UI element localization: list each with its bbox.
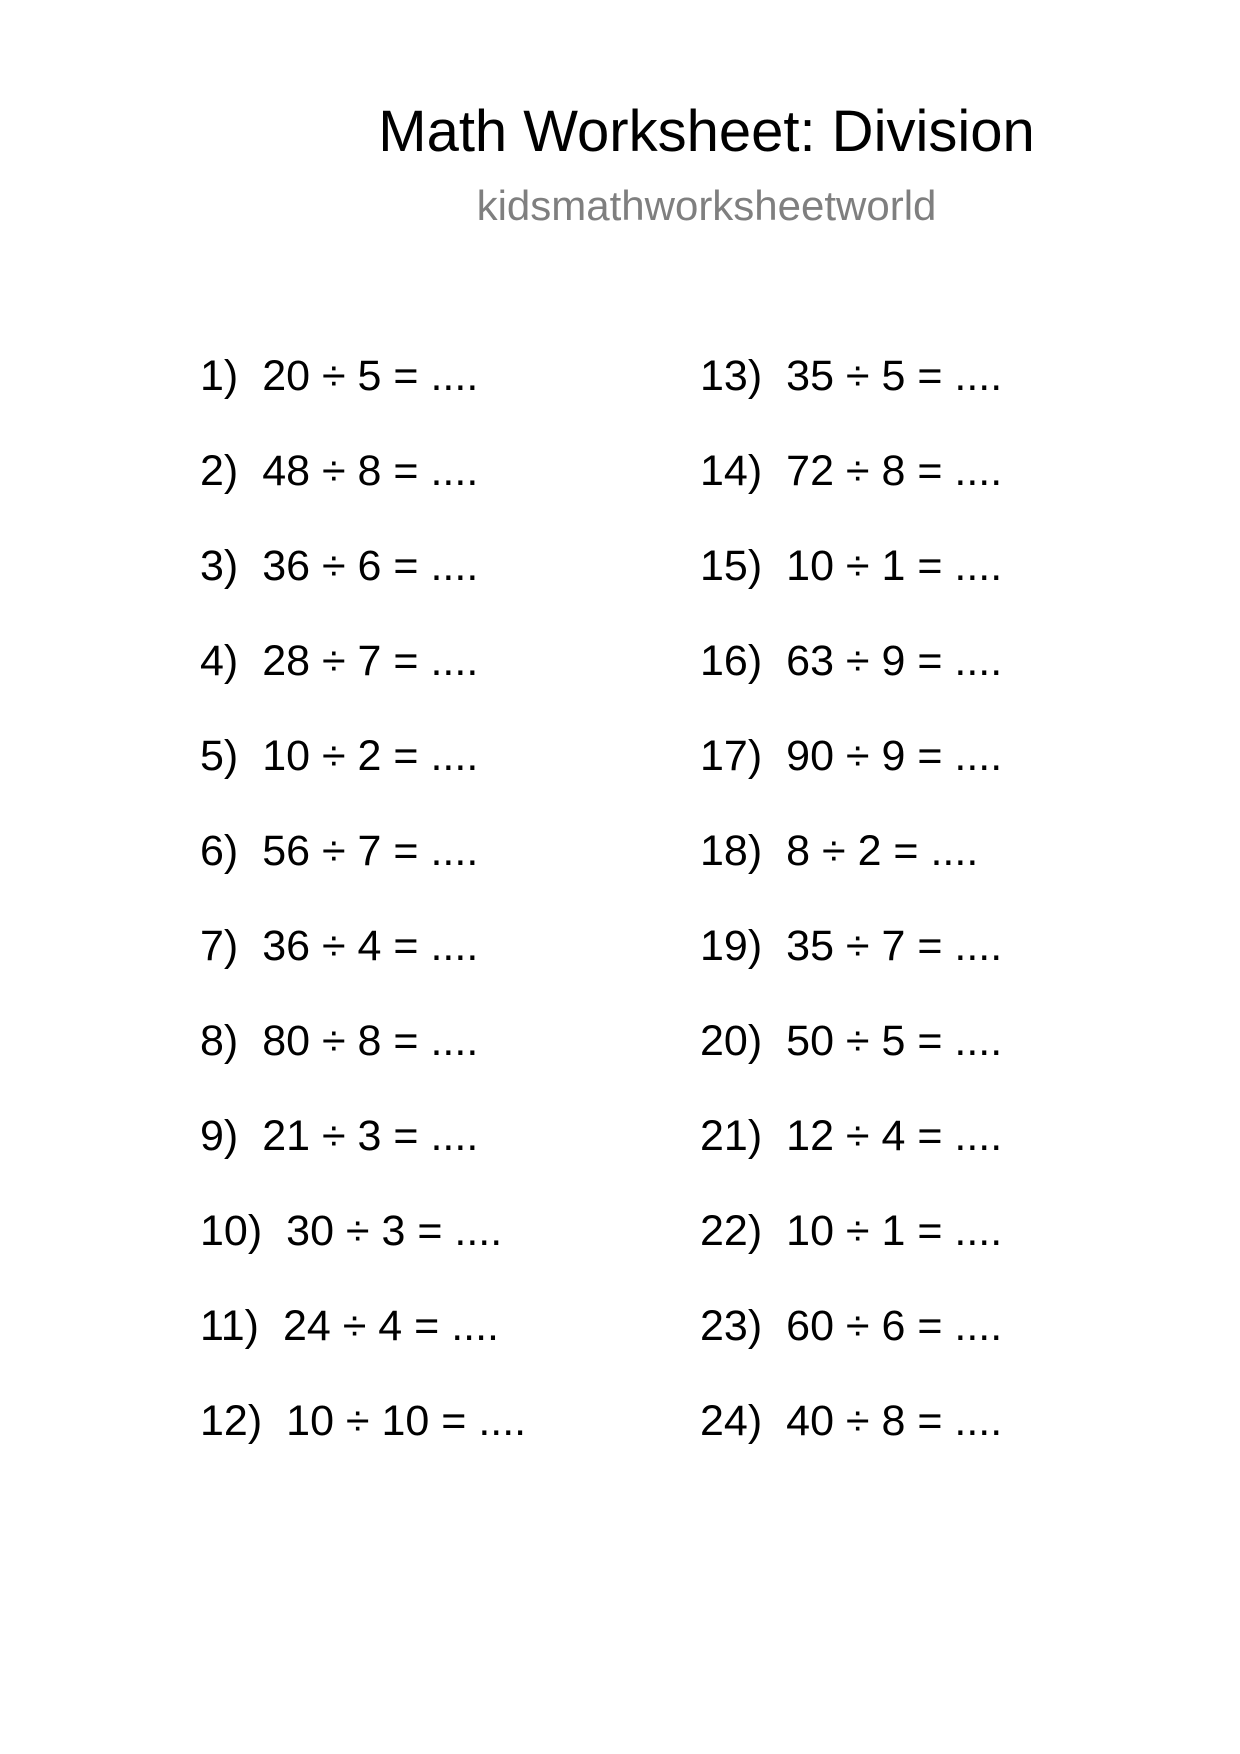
- problem-item: [700, 538, 1002, 633]
- problem-item: [700, 1393, 1002, 1488]
- problem-item: [200, 1393, 526, 1488]
- problem-number: 1): [200, 352, 239, 400]
- problem-item: [200, 538, 526, 633]
- problem-expression: 80 ÷ 8 = ....: [262, 1017, 479, 1065]
- problem-number: 12): [200, 1397, 263, 1445]
- problem-item: [200, 823, 526, 918]
- problem-expression: 72 ÷ 8 = ....: [786, 447, 1003, 495]
- problem-expression: 36 ÷ 4 = ....: [262, 922, 479, 970]
- problem-item: [700, 348, 1002, 443]
- problem-expression: 50 ÷ 5 = ....: [786, 1017, 1003, 1065]
- problem-expression: 24 ÷ 4 = ....: [282, 1302, 499, 1350]
- problem-number: 15): [700, 542, 763, 590]
- problem-item: [700, 1203, 1002, 1298]
- problem-expression: 21 ÷ 3 = ....: [262, 1112, 479, 1160]
- problem-expression: 12 ÷ 4 = ....: [786, 1112, 1003, 1160]
- problem-item: [200, 348, 526, 443]
- worksheet-title: Math Worksheet: Division: [378, 99, 1035, 164]
- problem-item: [700, 633, 1002, 728]
- problem-number: 24): [700, 1397, 763, 1445]
- problem-expression: 56 ÷ 7 = ....: [262, 827, 479, 875]
- problem-item: [700, 1013, 1002, 1108]
- worksheet-subtitle: kidsmathworksheetworld: [476, 182, 937, 229]
- problem-number: 11): [200, 1302, 259, 1350]
- problem-number: 14): [700, 447, 763, 495]
- problem-number: 18): [700, 827, 763, 875]
- problem-number: 22): [700, 1207, 763, 1255]
- problem-expression: 36 ÷ 6 = ....: [262, 542, 479, 590]
- problem-number: 20): [700, 1017, 763, 1065]
- problems-column-left: [200, 348, 526, 1488]
- problem-expression: 48 ÷ 8 = ....: [262, 447, 479, 495]
- problem-number: 10): [200, 1207, 263, 1255]
- problem-expression: 35 ÷ 5 = ....: [786, 352, 1003, 400]
- problem-expression: 10 ÷ 1 = ....: [786, 542, 1003, 590]
- problem-item: [700, 918, 1002, 1013]
- problem-item: [200, 1203, 526, 1298]
- problem-expression: 8 ÷ 2 = ....: [786, 827, 979, 875]
- problem-expression: 90 ÷ 9 = ....: [786, 732, 1003, 780]
- problem-expression: 63 ÷ 9 = ....: [786, 637, 1003, 685]
- problem-number: 16): [700, 637, 763, 685]
- problem-item: [200, 728, 526, 823]
- problems-column-right: [700, 348, 1002, 1488]
- problem-expression: 20 ÷ 5 = ....: [262, 352, 479, 400]
- problem-item: [700, 443, 1002, 538]
- problem-number: 13): [700, 352, 763, 400]
- problem-item: [200, 1108, 526, 1203]
- problem-item: [700, 1298, 1002, 1393]
- problem-expression: 10 ÷ 1 = ....: [786, 1207, 1003, 1255]
- problem-item: [200, 633, 526, 728]
- problem-expression: 28 ÷ 7 = ....: [262, 637, 479, 685]
- problem-item: [700, 823, 1002, 918]
- problem-expression: 10 ÷ 2 = ....: [262, 732, 479, 780]
- problem-item: [200, 1013, 526, 1108]
- problem-expression: 60 ÷ 6 = ....: [786, 1302, 1003, 1350]
- problem-number: 6): [200, 827, 239, 875]
- problem-expression: 10 ÷ 10 = ....: [286, 1397, 527, 1445]
- problem-item: [200, 1298, 526, 1393]
- problem-number: 19): [700, 922, 763, 970]
- problem-item: [200, 443, 526, 538]
- problem-expression: 40 ÷ 8 = ....: [786, 1397, 1003, 1445]
- problem-number: 4): [200, 637, 239, 685]
- problem-number: 3): [200, 542, 239, 590]
- problem-number: 5): [200, 732, 239, 780]
- problem-number: 21): [700, 1112, 763, 1160]
- problem-number: 8): [200, 1017, 239, 1065]
- problem-number: 23): [700, 1302, 763, 1350]
- problem-number: 9): [200, 1112, 239, 1160]
- problem-number: 17): [700, 732, 763, 780]
- problem-expression: 30 ÷ 3 = ....: [286, 1207, 503, 1255]
- problem-item: [700, 1108, 1002, 1203]
- problem-number: 2): [200, 447, 239, 495]
- problem-item: [200, 918, 526, 1013]
- problem-number: 7): [200, 922, 239, 970]
- problem-expression: 35 ÷ 7 = ....: [786, 922, 1003, 970]
- problem-item: [700, 728, 1002, 823]
